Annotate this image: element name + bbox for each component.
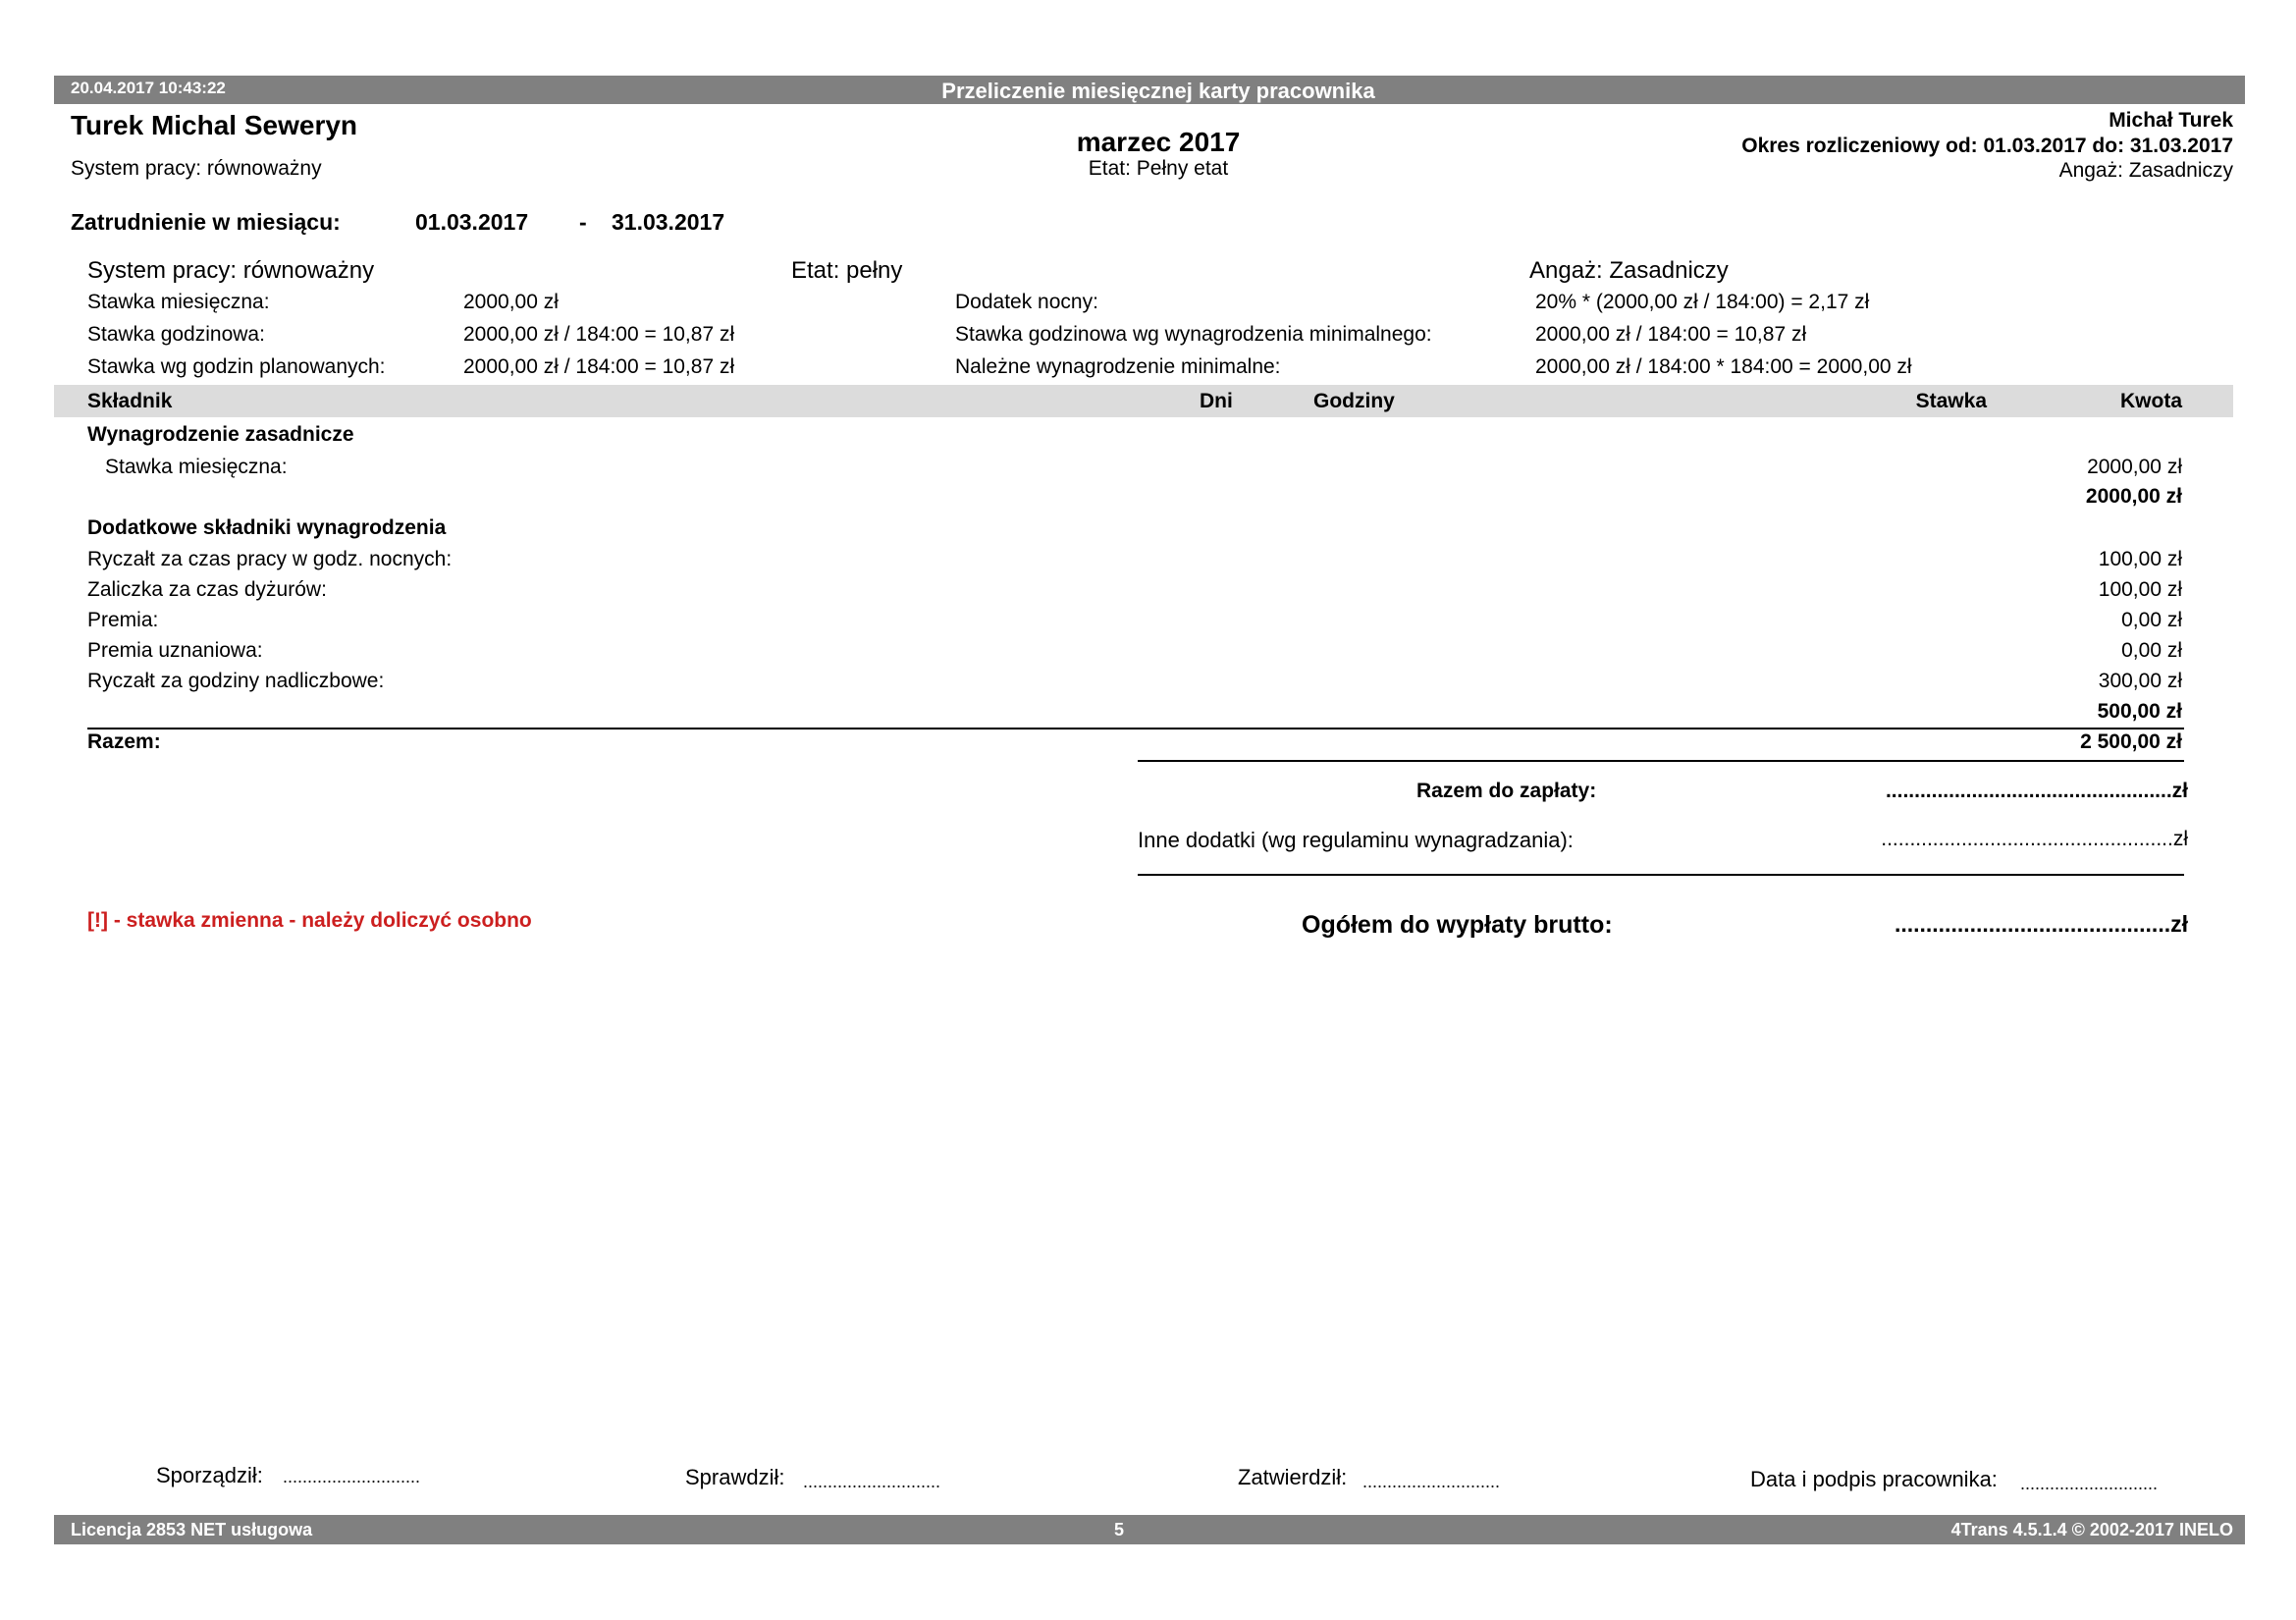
table-row-amount: 2000,00 zł bbox=[2087, 456, 2182, 478]
param-value: 2000,00 zł / 184:00 = 10,87 zł bbox=[463, 355, 735, 378]
col-kwota: Kwota bbox=[2120, 390, 2182, 412]
param-value: 2000,00 zł bbox=[463, 291, 559, 313]
ogolem-label: Ogółem do wypłaty brutto: bbox=[1302, 911, 1613, 939]
sig-data-podpis-label: Data i podpis pracownika: bbox=[1750, 1467, 1998, 1491]
timestamp: 20.04.2017 10:43:22 bbox=[71, 79, 226, 97]
total-divider bbox=[87, 728, 2184, 729]
sig-zatwierdzil-dots: ............................ bbox=[1362, 1472, 1501, 1491]
work-system: System pracy: równoważny bbox=[71, 157, 322, 180]
employment-from: 01.03.2017 bbox=[415, 209, 529, 235]
version-text: 4Trans 4.5.1.4 © 2002-2017 INELO bbox=[1950, 1520, 2233, 1539]
total-label: Razem: bbox=[87, 730, 161, 753]
param-label-2: Dodatek nocny: bbox=[955, 291, 1098, 313]
table-row-amount: 0,00 zł bbox=[2121, 639, 2182, 662]
angaz-info: Angaż: Zasadniczy bbox=[2058, 159, 2233, 182]
sig-data-podpis-dots: ............................ bbox=[2020, 1474, 2159, 1493]
table-header bbox=[54, 385, 2233, 417]
table-row-label: Premia uznaniowa: bbox=[87, 639, 263, 662]
sig-zatwierdzil-label: Zatwierdził: bbox=[1238, 1465, 1348, 1489]
param-label-2: Stawka godzinowa wg wynagrodzenia minimalnego: bbox=[955, 323, 1432, 346]
employee-name: Turek Michal Seweryn bbox=[71, 110, 358, 140]
table-row-label: Ryczałt za godziny nadliczbowe: bbox=[87, 670, 385, 692]
col-stawka: Stawka bbox=[1915, 390, 1987, 412]
col-skladnik: Składnik bbox=[87, 390, 173, 412]
user-name: Michał Turek bbox=[2109, 109, 2233, 132]
employment-to: 31.03.2017 bbox=[612, 209, 725, 235]
table-row-amount: 0,00 zł bbox=[2121, 609, 2182, 631]
billing-period: Okres rozliczeniowy od: 01.03.2017 do: 31.03.2017 bbox=[1741, 135, 2233, 157]
param-label: Stawka wg godzin planowanych: bbox=[87, 355, 386, 378]
param-label: Stawka miesięczna: bbox=[87, 291, 270, 313]
param-system: System pracy: równoważny bbox=[87, 257, 375, 284]
table-row-amount: 300,00 zł bbox=[2098, 670, 2182, 692]
param-label-2: Należne wynagrodzenie minimalne: bbox=[955, 355, 1281, 378]
col-godziny: Godziny bbox=[1313, 390, 1395, 412]
section-title: Dodatkowe składniki wynagrodzenia bbox=[87, 516, 447, 539]
table-row-label: Zaliczka za czas dyżurów: bbox=[87, 578, 327, 601]
page-number: 5 bbox=[1113, 1520, 1124, 1539]
razem-value: ..................................................zł bbox=[1885, 780, 2188, 802]
summary-divider-2 bbox=[1138, 874, 2184, 876]
param-etat: Etat: pełny bbox=[791, 257, 903, 284]
table-row-amount: 100,00 zł bbox=[2098, 548, 2182, 570]
report-title: Przeliczenie miesięcznej karty pracownika bbox=[941, 79, 1375, 103]
param-value-2: 2000,00 zł / 184:00 * 184:00 = 2000,00 zł bbox=[1535, 355, 1912, 378]
col-dni: Dni bbox=[1200, 390, 1233, 412]
param-label: Stawka godzinowa: bbox=[87, 323, 265, 346]
employment-dash: - bbox=[579, 209, 587, 235]
table-row-label: Premia: bbox=[87, 609, 159, 631]
sig-sprawdzil-dots: ............................ bbox=[803, 1472, 941, 1491]
total-amount: 2 500,00 zł bbox=[2080, 730, 2182, 753]
variable-rate-note: [!] - stawka zmienna - należy doliczyć osobno bbox=[87, 909, 532, 932]
month-title: marzec 2017 bbox=[1076, 127, 1241, 157]
inne-value: ...................................................zł bbox=[1881, 828, 2188, 850]
ogolem-value: ............................................zł bbox=[1894, 911, 2188, 937]
razem-label: Razem do zapłaty: bbox=[1416, 780, 1597, 802]
param-value: 2000,00 zł / 184:00 = 10,87 zł bbox=[463, 323, 735, 346]
inne-label: Inne dodatki (wg regulaminu wynagradzania): bbox=[1138, 828, 1574, 852]
table-row-label: Ryczałt za czas pracy w godz. nocnych: bbox=[87, 548, 453, 570]
sig-sporzadzil-dots: ............................ bbox=[283, 1467, 421, 1486]
param-value-2: 2000,00 zł / 184:00 = 10,87 zł bbox=[1535, 323, 1807, 346]
table-row-amount: 100,00 zł bbox=[2098, 578, 2182, 601]
param-angaz: Angaż: Zasadniczy bbox=[1529, 257, 1729, 284]
employment-label: Zatrudnienie w miesiącu: bbox=[71, 209, 341, 235]
sig-sprawdzil-label: Sprawdził: bbox=[685, 1465, 785, 1489]
section-subtotal: 2000,00 zł bbox=[2085, 485, 2182, 508]
table-row-label: Stawka miesięczna: bbox=[105, 456, 288, 478]
section-subtotal: 500,00 zł bbox=[2097, 700, 2182, 723]
section-title: Wynagrodzenie zasadnicze bbox=[87, 423, 354, 446]
sig-sporzadzil-label: Sporządził: bbox=[156, 1463, 263, 1487]
license-text: Licencja 2853 NET usługowa bbox=[71, 1520, 313, 1539]
param-value-2: 20% * (2000,00 zł / 184:00) = 2,17 zł bbox=[1535, 291, 1870, 313]
etat-info: Etat: Pełny etat bbox=[1088, 157, 1229, 180]
summary-divider bbox=[1138, 760, 2184, 762]
